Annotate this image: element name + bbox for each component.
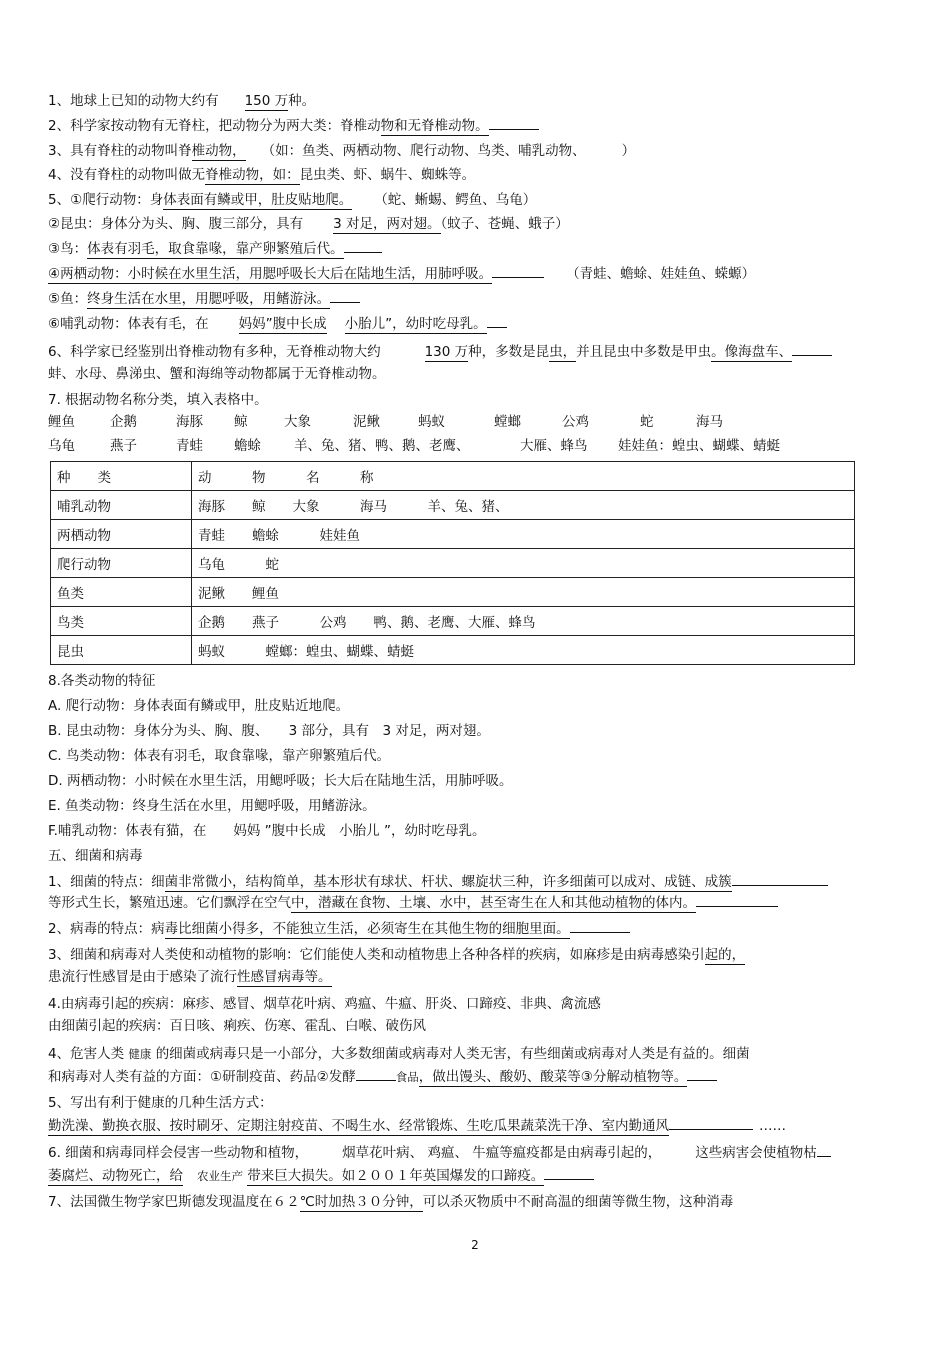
table-cell-names: 蚂蚁 螳螂：蝗虫、蝴蝶、蜻蜓 — [192, 636, 855, 665]
q8-f: F.哺乳动物：体表有猫，在 妈妈 ”腹中长成 小胎儿 ”，幼时吃母乳。 — [48, 823, 486, 839]
b2-line: 2、病毒的特点：病毒比细菌小得多，不能独立生活，必须寄生在其他生物的细胞里面。 — [48, 920, 630, 938]
table-row — [51, 549, 855, 578]
b4-line-2: 由细菌引起的疾病：百日咳、痢疾、伤寒、霍乱、白喉、破伤风 — [48, 1018, 426, 1034]
animal-classification-table — [50, 461, 855, 665]
document-page: 1、地球上已知的动物大约有 150 万种。 2、科学家按动物有无脊柱，把动物分为两大类：脊椎动物和无脊椎动物。 3、具有脊柱的动物叫脊椎动物， （如：鱼类、两栖动物、爬行动物、鸟类、哺乳动物、 ） 4、没有脊柱的动物叫做无脊椎动物，如：昆虫类、虾、蜗牛、蜘蛛等。 5、①爬行动物：身体表面有鳞或甲，肚皮贴地爬。 （蛇、蜥蜴、鳄鱼、乌龟） ②昆虫：身体分为头、胸、腹三部分，具有 3 对足，两对翅。（蚊子、苍蝇、蛾子） ③鸟：体表有羽毛，取食靠喙，靠产卵繁殖后代。 ④两栖动物：小时候在水里生活，用腮呼吸长大后在陆地生活，用肺呼吸。 （青蛙、蟾蜍、娃娃鱼、蝾螈） ⑤鱼：终身生活在水里，用腮呼吸，用鳍游泳。 ⑥哺乳动物：体表有毛，在 妈妈”腹中长成 小胎儿”，幼时吃母乳。 6、科学家已经鉴别出脊椎动物有多种，无脊椎动物大约 130 万种，多数是昆虫，并且昆虫中多数是甲虫。像海盘车、 蚌、水母、鼻涕虫、蟹和海绵等动物都属于无脊椎动物。 7. 根据动物名称分类，填入表格中。 鲤鱼 企鹅 海豚 鲸 大象 泥鳅 蚂蚁 螳螂 公鸡 蛇 海马 乌龟 燕子 青蛙 蟾蜍 羊、兔、猪、鸭、鹅、老鹰、 大雁、蜂鸟 娃娃鱼：蝗虫、蝴蝶、蜻蜓 种 类 动 物 名 称 哺乳动物 海豚 鲸 大象 海马 羊、兔、猪、 两栖动物 青蛙 蟾蜍 娃娃鱼 爬行动物 乌龟 蛇 鱼类 泥鳅 鲤鱼 鸟类 企鹅 燕子 公鸡 鸭、鹅、老鹰、大雁、蜂鸟 昆虫 蚂蚁 螳螂：蝗虫、蝴蝶、蜻蜓 8.各类动物的特征 A. 爬行动物：身体表面有鳞或甲，肚皮贴近地爬。 B. 昆虫动物：身体分为头、胸、腹、 3 部分，具有 3 对足，两对翅。 C. 鸟类动物：体表有羽毛，取食靠喙，靠产卵繁殖后代。 D. 两栖动物：小时候在水里生活，用鳃呼吸；长大后在陆地生活，用肺呼吸。 E. 鱼类动物：终身生活在水里，用鳃呼吸，用鳍游泳。 F.哺乳动物：体表有猫，在 妈妈 ”腹中长成 小胎儿 ”，幼时吃母乳。 五、细菌和病毒 1、细菌的特点：细菌非常微小，结构简单，基本形状有球状、杆状、螺旋状三种，许多细菌可以成对、成链、成簇 等形式生长，繁殖迅速。它们飘浮在空气中，潜藏在食物、土壤、水中，甚至寄生在人和其他动植物的体内。 2、病毒的特点：病毒比细菌小得多，不能独立生活，必须寄生在其他生物的细胞里面。 3、细菌和病毒对人类使和动植物的影响：它们能使人类和动植物患上各种各样的疾病，如麻疹是由病毒感染引起的， 患流行性感冒是由于感染了流行性感冒病毒等。 4.由病毒引起的疾病：麻疹、感冒、烟草花叶病、鸡瘟、牛瘟、肝炎、口蹄疫、非典、禽流感 由细菌引起的疾病：百日咳、痢疾、伤寒、霍乱、白喉、破伤风 4、危害人类 健康 的细菌或病毒只是一小部分，大多数细菌或病毒对人类无害，有些细菌或病毒对人类是有益的。细菌 和病毒对人类有益的方面：①研制疫苗、药品②发酵 食品，做出馒头、酸奶、酸菜等③分解动植物等。 5、写出有利于健康的几种生活方式： 勤洗澡、勤换衣服、按时刷牙、定期注射疫苗、不喝生水、经常锻炼、生吃瓜果蔬菜洗干净、室内勤通风 …… 6. 细菌和病毒同样会侵害一些动物和植物， 烟草花叶病、 鸡瘟、 牛瘟等瘟疫都是由病毒引起的， 这些病害会使植物枯 萎腐烂、动物死亡，给 农业生产 带来巨大损失。如２００１年英国爆发的口蹄疫。 7、法国微生物学家巴斯德发现温度在６２℃时加热３０分钟，可以杀灭物质中不耐高温的细菌等微生物，这种消毒 2 — [0, 0, 950, 1345]
table-row — [51, 491, 855, 520]
q1-line: 1、地球上已知的动物大约有 150 万种。 — [48, 93, 316, 109]
b6-line-2: 勤洗澡、勤换衣服、按时刷牙、定期注射疫苗、不喝生水、经常锻炼、生吃瓜果蔬菜洗干净、室内勤通风 …… — [48, 1118, 786, 1134]
table-cell-names: 海豚 鲸 大象 海马 羊、兔、猪、 — [192, 491, 855, 520]
table-header-row — [51, 462, 855, 491]
q3-line: 3、具有脊柱的动物叫脊椎动物， （如：鱼类、两栖动物、爬行动物、鸟类、哺乳动物、 ） — [48, 143, 636, 159]
table-cell-type: 爬行动物 — [51, 549, 192, 578]
b7-line-2: 萎腐烂、动物死亡，给 农业生产 带来巨大损失。如２００１年英国爆发的口蹄疫。 — [48, 1167, 594, 1185]
q6b-line: 蚌、水母、鼻涕虫、蟹和海绵等动物都属于无脊椎动物。 — [48, 366, 386, 382]
q8-e: E. 鱼类动物：终身生活在水里，用鳃呼吸，用鳍游泳。 — [48, 798, 376, 814]
q8-b: B. 昆虫动物：身体分为头、胸、腹、 3 部分，具有 3 对足，两对翅。 — [48, 723, 490, 739]
table-cell-type: 鱼类 — [51, 578, 192, 607]
table-row — [51, 520, 855, 549]
b5-line: 4、危害人类 健康 的细菌或病毒只是一小部分，大多数细菌或病毒对人类无害，有些细菌或病毒对人类是有益的。细菌 — [48, 1046, 750, 1062]
q8-title: 8.各类动物的特征 — [48, 673, 156, 689]
q5c-line: ③鸟：体表有羽毛，取食靠喙，靠产卵繁殖后代。 — [48, 240, 382, 258]
q5d-line: ④两栖动物：小时候在水里生活，用腮呼吸长大后在陆地生活，用肺呼吸。 （青蛙、蟾蜍、娃娃鱼、蝾螈） — [48, 266, 756, 282]
table-cell-type: 昆虫 — [51, 636, 192, 665]
b5-line-2: 和病毒对人类有益的方面：①研制疫苗、药品②发酵 食品，做出馒头、酸奶、酸菜等③分解动植物等。 — [48, 1068, 717, 1086]
section-5-title: 五、细菌和病毒 — [48, 848, 143, 864]
q8-d: D. 两栖动物：小时候在水里生活，用鳃呼吸；长大后在陆地生活，用肺呼吸。 — [48, 773, 513, 789]
b6-line: 5、写出有利于健康的几种生活方式： — [48, 1095, 273, 1111]
table-row — [51, 578, 855, 607]
b4-line: 4.由病毒引起的疾病：麻疹、感冒、烟草花叶病、鸡瘟、牛瘟、肝炎、口蹄疫、非典、禽流感 — [48, 996, 601, 1012]
table-row — [51, 607, 855, 636]
b3-line-2: 患流行性感冒是由于感染了流行性感冒病毒等。 — [48, 969, 332, 985]
q5-line: 5、①爬行动物：身体表面有鳞或甲，肚皮贴地爬。 （蛇、蜥蜴、鳄鱼、乌龟） — [48, 192, 537, 208]
table-header-type: 种 类 — [51, 462, 192, 491]
q5b-line: ②昆虫：身体分为头、胸、腹三部分，具有 3 对足，两对翅。（蚊子、苍蝇、蛾子） — [48, 216, 569, 232]
q8-a: A. 爬行动物：身体表面有鳞或甲，肚皮贴近地爬。 — [48, 698, 350, 714]
table-cell-names: 青蛙 蟾蜍 娃娃鱼 — [192, 520, 855, 549]
table-cell-names: 泥鳅 鲤鱼 — [192, 578, 855, 607]
b8-line: 7、法国微生物学家巴斯德发现温度在６２℃时加热３０分钟，可以杀灭物质中不耐高温的细菌等微生物，这种消毒 — [48, 1194, 734, 1210]
b1-line: 1、细菌的特点：细菌非常微小，结构简单，基本形状有球状、杆状、螺旋状三种，许多细菌可以成对、成链、成簇 — [48, 873, 828, 891]
table-cell-type: 鸟类 — [51, 607, 192, 636]
q5e-line: ⑤鱼：终身生活在水里，用腮呼吸，用鳍游泳。 — [48, 290, 360, 308]
table-cell-type: 哺乳动物 — [51, 491, 192, 520]
q4-line: 4、没有脊柱的动物叫做无脊椎动物，如：昆虫类、虾、蜗牛、蜘蛛等。 — [48, 167, 476, 183]
b7-line: 6. 细菌和病毒同样会侵害一些动物和植物， 烟草花叶病、 鸡瘟、 牛瘟等瘟疫都是由病毒引起的， 这些病害会使植物枯 — [48, 1144, 831, 1162]
q6-line: 6、科学家已经鉴别出脊椎动物有多种，无脊椎动物大约 130 万种，多数是昆虫，并且昆虫中多数是甲虫。像海盘车、 — [48, 343, 832, 361]
q5f-line: ⑥哺乳动物：体表有毛，在 妈妈”腹中长成 小胎儿”，幼时吃母乳。 — [48, 315, 507, 333]
table-row — [51, 636, 855, 665]
table-header-names: 动 物 名 称 — [192, 462, 855, 491]
table-cell-type: 两栖动物 — [51, 520, 192, 549]
table-cell-names: 乌龟 蛇 — [192, 549, 855, 578]
page-number: 2 — [471, 1238, 479, 1252]
q2-line: 2、科学家按动物有无脊柱，把动物分为两大类：脊椎动物和无脊椎动物。 — [48, 117, 539, 135]
table-cell-names: 企鹅 燕子 公鸡 鸭、鹅、老鹰、大雁、蜂鸟 — [192, 607, 855, 636]
q7-title: 7. 根据动物名称分类，填入表格中。 — [48, 392, 268, 408]
b1-line-2: 等形式生长，繁殖迅速。它们飘浮在空气中，潜藏在食物、土壤、水中，甚至寄生在人和其他动植物的体内。 — [48, 894, 778, 912]
q8-c: C. 鸟类动物：体表有羽毛，取食靠喙，靠产卵繁殖后代。 — [48, 748, 391, 764]
b3-line: 3、细菌和病毒对人类使和动植物的影响：它们能使人类和动植物患上各种各样的疾病，如麻疹是由病毒感染引起的， — [48, 947, 746, 963]
